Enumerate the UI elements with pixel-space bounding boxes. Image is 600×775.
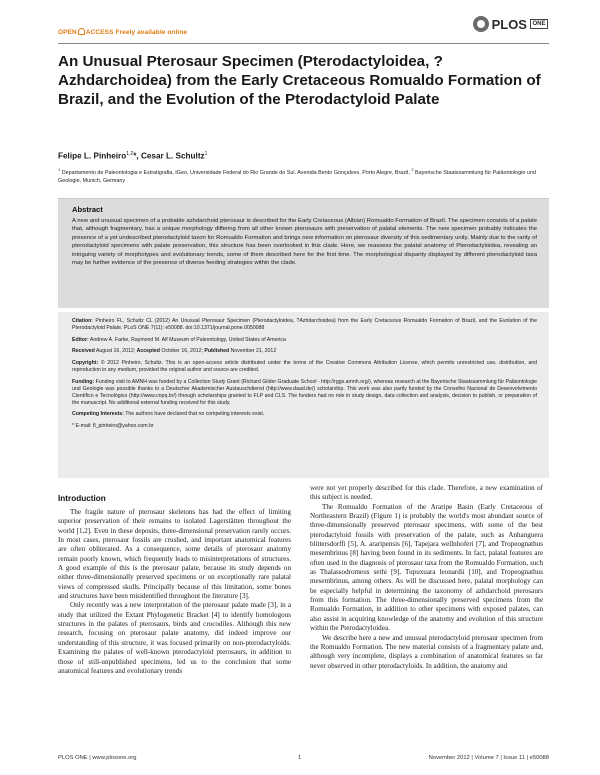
author-list: Felipe L. Pinheiro$^{1,2}$*, Cesar L. Schultz$^1$ xyxy=(58,151,208,161)
issue-info: November 2012 | Volume 7 | Issue 11 | e50088 xyxy=(428,755,549,761)
body-paragraph: were not yet properly described for this clade. Therefore, a new examination of this subject is needed. xyxy=(310,484,543,502)
body-paragraph: We describe here a new and unusual pterodactyloid pterosaur specimen from the Romualdo Formation. The new material consists of a fragmentary palate and, although very incomplete, displays a combination of anatomical features so far never observed in other pterodactyloids. In addition, the anatomy and xyxy=(310,633,543,670)
abstract-heading: Abstract xyxy=(72,205,103,214)
journal-link[interactable]: PLOS ONE | www.plosone.org xyxy=(58,755,137,761)
dates: Received August 16, 2012; Accepted October 16, 2012; Published November 21, 2012 xyxy=(72,348,277,355)
section-heading: Introduction xyxy=(58,494,106,503)
open-access-badge[interactable]: OPEN ACCESS Freely available online xyxy=(58,29,188,36)
author-name[interactable]: Felipe L. Pinheiro xyxy=(58,151,127,161)
affiliations: $^1$ Departamento de Paleontologia e Estratigrafia, IGeo, Universidade Federal do Rio Grande do Sul. Avenida Bento Gonçalves, Porto Alegre, Brazil, $^2$ Bayerische Staatssammlung für Paläontologie und Geologie, Munich, Germany xyxy=(58,167,536,185)
article-title: An Unusual Pterosaur Specimen (Pterodactyloidea, ?Azhdarchoidea) from the Early Cretaceous Romualdo Formation of Brazil, and the Evolution of the Pterodactyloid Palate xyxy=(58,53,541,108)
email-link[interactable]: * E-mail: fl_pinheiro@yahoo.com.br xyxy=(72,423,154,430)
copyright: Copyright: © 2012 Pinheiro, Schultz. This is an open-access article distributed under the terms of the Creative Commons Attribution License, which permits unrestricted use, distribution, and reproduction in any medium, provided the original author and source are credited. xyxy=(72,359,537,373)
body-paragraph: The Romualdo Formation of the Araripe Basin (Early Cretaceous of Northeastern Brazil) (Figure 1) is probably the world's most abundant source of three-dimensionally preserved pterosaur specimens, with some of the best pterodactyloid fossils with preservation of the palate, such as Anhanguera blittersdorffi [5], A. araripensis [6], Tapejara wellnhoferi [7], and Tropeognathus mesembrinus [8] having been found in its sediments. In fact, palatal features are often used in the diagnosis of pterosaur taxa from the Romualdo Formation, such as Thalassodromeus sethi [9], Tupuxuara leonardii [10], and Tropeognathus mesembrinus, among others. As will be discussed here, palatal morphology can be especially helpful in determining the taxonomy of azhdarchoid pterosaurs from this formation. The three-dimensionally preserved specimens from the Romualdo Formation, in addition to other specimens with exposed palates, can also assist in acquiring knowledge of the anatomy and evolution of this structure within the Pterodactyloidea. xyxy=(310,502,543,633)
body-column-right xyxy=(310,484,543,671)
abstract-text: A new and unusual specimen of a probable azhdarchoid pterosaur is described for the Early Cretaceous (Albian) Romualdo Formation of Brazil. The specimen consists of a palate that, although fragmentary, has a unique morphology differing from all other known pterosaurs with preservation of palatal elements. The new specimen probably indicates the presence of a yet undescribed pterodactyloid taxon for Romualdo Formation and brings new information on pterosaur diversity of this sedimentary unity. Mainly due to the rarity of pterodactyloid specimens with palate preservation, this structure has been overlooked in this clade. Here, we reassess the palatal anatomy of Pterodactyloidea, revealing an intriguing variety of morphotypes and evolutionary trends, some of them described here for the first time. The morphological disparity displayed by different pterodactyloid taxa may be further evidence of the presence of diverse feeding strategies within the clade. xyxy=(72,218,537,267)
article-metadata xyxy=(58,312,549,478)
logo-text: PLOS xyxy=(491,16,527,32)
editor: Editor: Andrew A. Farke, Raymond M. Alf Museum of Paleontology, United States of America xyxy=(72,336,286,343)
page-number: 1 xyxy=(298,755,302,761)
journal-header xyxy=(58,6,548,42)
citation: Citation: Pinheiro FL, Schultz CL (2012) An Unusual Pterosaur Specimen (Pterodactyloidea, ?Azhdarchoidea) from the Early Cretaceous Romualdo Formation of Brazil, and the Evolution of the Pterodactyloid Palate. PLoS ONE 7(11): e50088. doi:10.1371/journal.pone.0050088 xyxy=(72,318,537,332)
competing-interests: Competing Interests: The authors have declared that no competing interests exist. xyxy=(72,411,265,418)
author-name[interactable]: Cesar L. Schultz xyxy=(140,151,205,161)
logo-suffix: ONE xyxy=(530,19,548,29)
body-paragraph: Only recently was a new interpretation of the pterosaur palate made [3], in a study that utilized the Extant Phylogenetic Bracket [4] to identify homologous structures in the palates of pterosaurs, birds and crocodiles. Although this new research, focusing on pterosaur palate anatomy, did indeed improve our understanding of this structure, it was focused primarily on non-pterodactyloids. Examining the palates of well-known pterodactyloid pterosaurs, in addition to those of still-unpublished specimens, led us to the conclusion that some anatomical features and evolutionary trends xyxy=(58,601,291,675)
plos-logo-icon xyxy=(473,16,489,32)
open-lock-icon xyxy=(78,28,85,35)
header-rule xyxy=(58,43,549,44)
abstract-box xyxy=(58,198,549,308)
funding: Funding: Funding visit to AMNH was funded by a Collection Study Grant (Richard Gilder Graduate School - http://rggs.amnh.org/), whereas research at the Bayerische Staatssammlung für Paläontologie und Geologie was possible thanks to a Deutscher Akademischer Austauschdienst (http://www.daad.de/) scholarship. This work was also partly funded by the Conselho Nacional de Desenvolvimento Científico e Tecnológico (http://www.cnpq.br/) through scholarships granted to FLP and CLS. The funders had no role in study design, data collection and analysis, decision to publish, or preparation of the manuscript. No additional external funding received for this study. xyxy=(72,378,537,406)
body-column-left xyxy=(58,484,291,676)
body-paragraph: The fragile nature of pterosaur skeletons has had the effect of limiting superior preservation of their remains to isolated Lagerstätten throughout the world [1,2]. Even in these deposits, three-dimensional preservation rarely occurs. In most cases, pterosaur fossils are crushed, and important anatomical features are often obliterated. As a consequence, some details of pterosaur anatomy remain poorly known, which frequently leads to misinterpretations of structures. A good example of this is the pterosaur palate, because its study depends on either three-dimensionally preserved specimens or on exceptionally rare palatal views of compressed skulls. Principally because of this limitation, some bones and structures have been misidentified throughout the literature [3]. xyxy=(58,508,291,601)
plos-one-logo[interactable] xyxy=(473,16,548,32)
